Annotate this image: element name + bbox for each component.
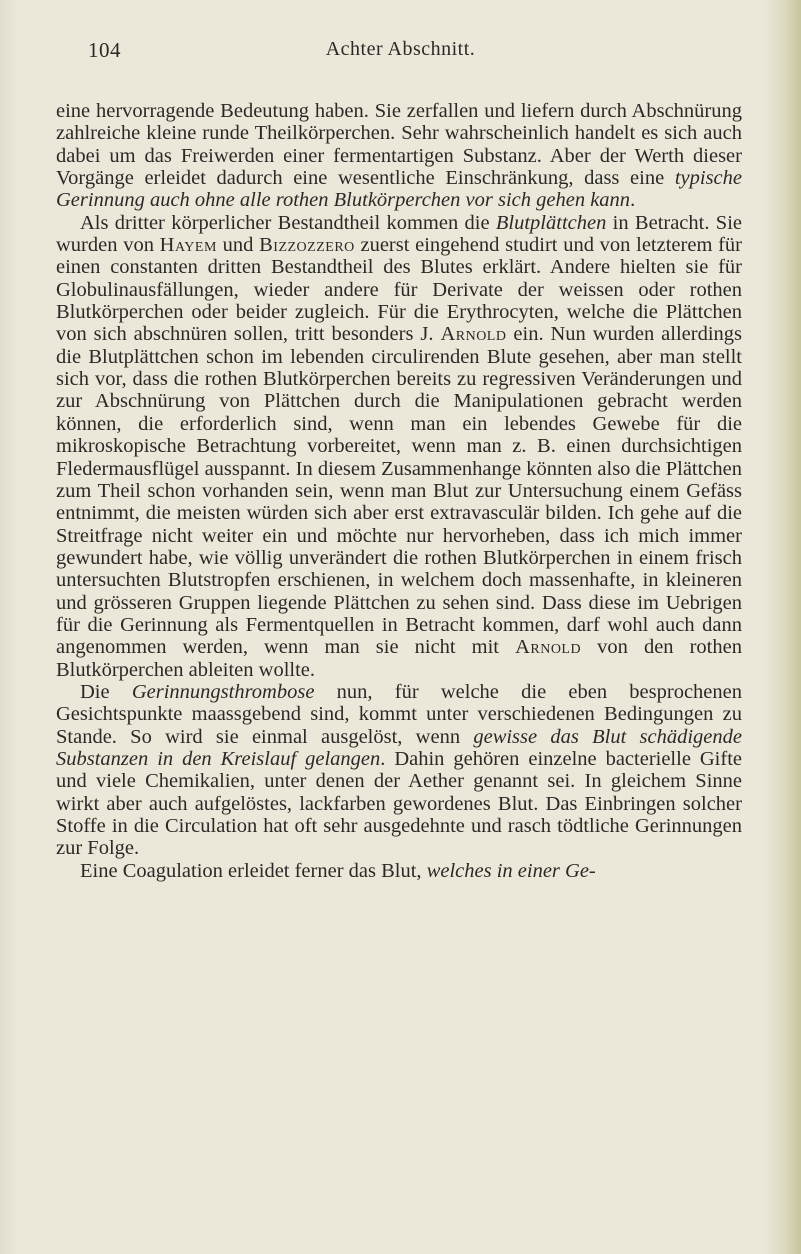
body-text [56, 100, 742, 882]
page-edge-shadow-left [0, 0, 18, 1254]
author-name: Hayem [159, 234, 217, 257]
text-run: ein. Nun wurden allerdings die Blutplättchen schon im lebenden circulirenden Blute gesehen, aber man stellt sich vor, dass die rothen Blutkörperchen bereits zu regressiven Veränderungen und zur Abschnürung von Plättchen durch die Manipulationen gebracht werden können, die erforderlich sind, wenn man ein lebendes Gewebe für die mikroskopische Betrachtung vorbereitet, wenn man z. B. einen durchsichtigen Fledermausflügel ausspannt. In diesem Zusammenhange könnten also die Plättchen zum Theil schon vorhanden sein, wenn man Blut zur Untersuchung einem Gefäss entnimmt, die meisten würden sich aber erst extravasculär bilden. Ich gehe auf die Streitfrage nicht weiter ein und möchte nur hervorheben, dass ich mich immer gewundert habe, wie völlig unverändert die rothen Blutkörperchen in einem frisch untersuchten Blutstropfen erschienen, in welchem doch massenhafte, in kleineren und grösseren Gruppen liegende Plättchen zu sehen sind. Dass diese im Uebrigen für die Gerinnung als Fermentquellen in Betracht kommen, darf wohl auch dann angenommen werden, wenn man sie nicht mit [56, 323, 743, 659]
emphasis-text: welches in einer Ge- [426, 859, 596, 882]
text-run: von den rothen Blutkörperchen ableiten wollte. [56, 636, 742, 681]
emphasis-text: Blutplättchen [495, 211, 607, 234]
paragraph [56, 860, 742, 882]
page-header [0, 38, 801, 78]
text-run: . [630, 189, 636, 212]
author-name: Bizzozzero [259, 234, 355, 257]
text-run: und [216, 234, 260, 257]
text-run: nun, für welche die eben besprochenen Gesichtspunkte maassgebend sind, kommt unter verschiedenen Bedingungen zu Stande. So wird sie einmal ausgelöst, wenn [56, 680, 742, 748]
paragraph [56, 212, 742, 681]
text-run: eine hervorragende Bedeutung haben. Sie zerfallen und liefern durch Abschnürung zahlreiche kleine runde Theilkörperchen. Sehr wahrscheinlich handelt es sich auch dabei um das Freiwerden einer fermentartigen Substanz. Aber der Werth dieser Vorgänge erleidet dadurch eine wesentliche Einschränkung, dass eine [56, 100, 742, 190]
text-run: Eine Coagulation erleidet ferner das Blut, [80, 859, 427, 882]
emphasis-text: Gerinnungsthrombose [131, 680, 315, 703]
running-head: Achter Abschnitt. [325, 38, 476, 60]
text-run: . Dahin gehören einzelne bacterielle Gifte und viele Chemikalien, unter denen der Aether genannt sei. In gleichem Sinne wirkt aber auch aufgelöstes, lackfarben gewordenes Blut. Das Einbringen solcher Stoffe in die Circulation hat oft sehr ausgedehnte und rasch tödtliche Gerinnungen zur Folge. [56, 747, 742, 860]
emphasis-text: typische Gerinnung auch ohne alle rothen Blutkörperchen vor sich gehen kann [56, 167, 742, 212]
text-run: Als dritter körperlicher Bestandtheil kommen die [80, 211, 496, 234]
page-number: 104 [88, 38, 121, 62]
author-name: Arnold [515, 636, 582, 659]
emphasis-text: gewisse das Blut schädigende Substanzen in den Kreislauf gelangen [56, 725, 743, 770]
page-edge-shadow-right [761, 0, 801, 1254]
text-run: Die [80, 680, 132, 703]
paragraph [56, 681, 742, 860]
text-run: zuerst eingehend studirt und von letzterem für einen constanten dritten Bestandtheil des Blutes erklärt. Andere hielten sie für Globulinausfällungen, wieder andere für Derivate der weissen oder rothen Blutkörperchen oder beider zugleich. Für die Erythrocyten, welche die Plättchen von sich abschnüren sollen, tritt besonders J. [56, 234, 743, 346]
author-name: Arnold [440, 323, 507, 346]
paragraph [56, 100, 742, 212]
text-run: in Betracht. Sie wurden von [56, 211, 742, 257]
